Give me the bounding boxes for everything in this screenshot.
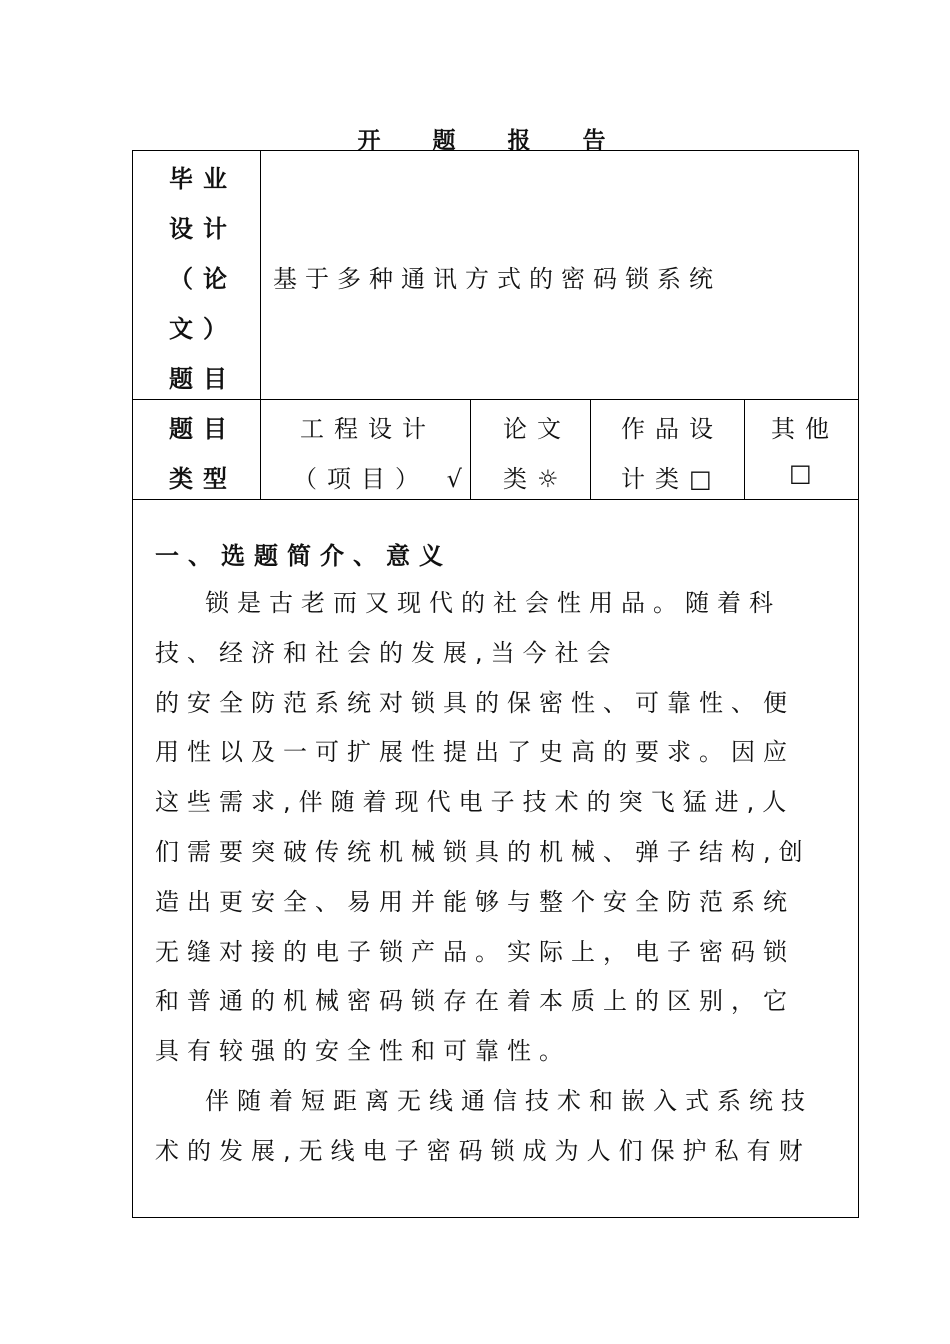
body-line: 无缝对接的电子锁产品。实际上，电子密码锁	[155, 937, 795, 966]
column-divider	[590, 399, 591, 499]
page-title: 开 题 报 告	[357, 128, 628, 154]
type-works-line-1: 作品设	[621, 415, 723, 443]
body-line: 技、经济和社会的发展,当今社会	[155, 638, 619, 667]
proposal-form-table	[132, 150, 859, 1218]
body-line: 伴随着短距离无线通信技术和嵌入式系统技	[205, 1086, 813, 1115]
type-engineering-line-2: （项目） √	[293, 465, 472, 493]
body-line: 术的发展,无线电子密码锁成为人们保护私有财	[155, 1136, 811, 1165]
label-type-line-2: 类型	[169, 465, 237, 493]
body-line: 这些需求,伴随着现代电子技术的突飞猛进,人	[155, 788, 795, 817]
section-heading: 一、选题简介、意义	[155, 542, 452, 570]
row-divider	[133, 399, 858, 400]
type-works-line-2: 计类□	[621, 465, 722, 493]
label-title-line-1: 毕业	[169, 165, 237, 193]
row-divider	[133, 499, 858, 500]
type-thesis-line-1: 论文	[503, 415, 571, 443]
body-line: 和普通的机械密码锁存在着本质上的区别，它	[155, 987, 795, 1016]
body-line: 锁是古老而又现代的社会性用品。随着科	[205, 589, 781, 617]
type-thesis-line-2: 类☼	[503, 465, 569, 493]
column-divider	[260, 151, 261, 499]
thesis-title: 基于多种通讯方式的密码锁系统	[273, 265, 721, 293]
body-line: 造出更安全、易用并能够与整个安全防范系统	[155, 887, 795, 916]
label-title-line-2: 设计	[169, 215, 237, 243]
label-title-line-3: （论	[169, 265, 237, 293]
type-other-line-1: 其他	[771, 415, 839, 443]
body-line: 用性以及一可扩展性提出了史高的要求。因应	[155, 738, 795, 767]
section-body	[155, 579, 845, 1177]
label-title-line-5: 题目	[169, 365, 237, 393]
type-other-line-2: □	[789, 459, 822, 487]
body-line: 的安全防范系统对锁具的保密性、可靠性、便	[155, 688, 795, 717]
body-line: 们需要突破传统机械锁具的机械、弹子结构,创	[155, 837, 811, 866]
body-line: 具有较强的安全性和可靠性。	[155, 1037, 571, 1066]
label-title-line-4: 文）	[169, 315, 237, 343]
type-engineering-line-1: 工程设计	[300, 415, 436, 443]
label-type-line-1: 题目	[169, 415, 237, 443]
column-divider	[744, 399, 745, 499]
